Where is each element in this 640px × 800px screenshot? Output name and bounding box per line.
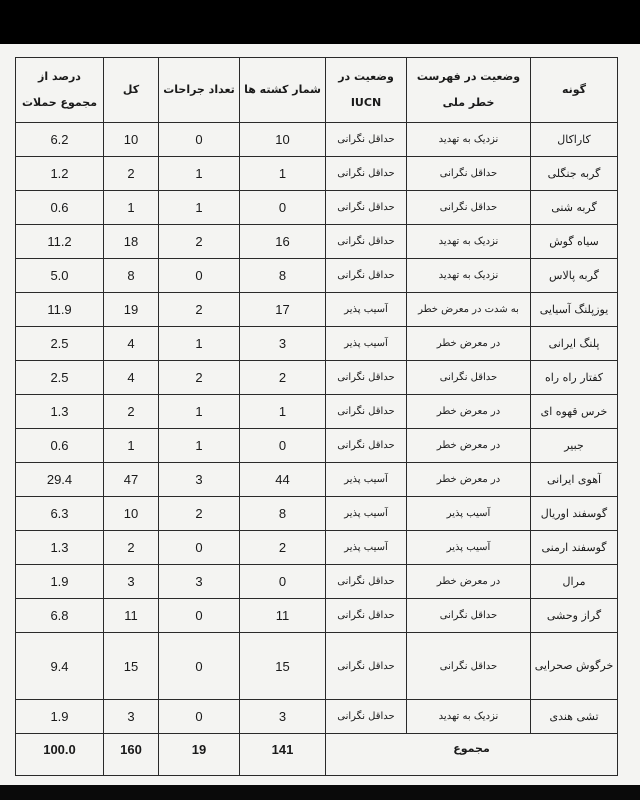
cell-total: 2 bbox=[104, 531, 159, 565]
cell-national-status: به شدت در معرض خطر bbox=[407, 293, 531, 327]
header-species: گونه bbox=[531, 58, 618, 123]
cell-percent: 11.2 bbox=[16, 225, 104, 259]
cell-iucn-status: حداقل نگرانی bbox=[326, 361, 407, 395]
cell-species: کاراکال bbox=[531, 123, 618, 157]
table-row bbox=[16, 633, 618, 700]
cell-injuries: 1 bbox=[159, 327, 240, 361]
table-row bbox=[16, 429, 618, 463]
cell-species: جبیر bbox=[531, 429, 618, 463]
cell-national-status: در معرض خطر bbox=[407, 429, 531, 463]
total-killed: 141 bbox=[240, 734, 326, 776]
header-percent: درصد از مجموع حملات bbox=[16, 58, 104, 123]
cell-injuries: 0 bbox=[159, 259, 240, 293]
table-row bbox=[16, 531, 618, 565]
table-row bbox=[16, 497, 618, 531]
cell-species: گراز وحشی bbox=[531, 599, 618, 633]
cell-percent: 2.5 bbox=[16, 327, 104, 361]
cell-national-status: نزدیک به تهدید bbox=[407, 700, 531, 734]
cell-killed: 8 bbox=[240, 259, 326, 293]
header-national-status: وضعیت در فهرست خطر ملی bbox=[407, 58, 531, 123]
cell-killed: 17 bbox=[240, 293, 326, 327]
cell-killed: 0 bbox=[240, 191, 326, 225]
cell-iucn-status: حداقل نگرانی bbox=[326, 123, 407, 157]
cell-percent: 1.9 bbox=[16, 700, 104, 734]
cell-national-status: نزدیک به تهدید bbox=[407, 123, 531, 157]
cell-percent: 0.6 bbox=[16, 429, 104, 463]
cell-percent: 5.0 bbox=[16, 259, 104, 293]
cell-total: 2 bbox=[104, 157, 159, 191]
cell-injuries: 0 bbox=[159, 633, 240, 700]
cell-species: گوسفند ارمنی bbox=[531, 531, 618, 565]
cell-total: 15 bbox=[104, 633, 159, 700]
cell-injuries: 0 bbox=[159, 531, 240, 565]
cell-percent: 1.9 bbox=[16, 565, 104, 599]
cell-percent: 2.5 bbox=[16, 361, 104, 395]
cell-national-status: حداقل نگرانی bbox=[407, 191, 531, 225]
cell-species: گربه شنی bbox=[531, 191, 618, 225]
cell-killed: 16 bbox=[240, 225, 326, 259]
cell-species: سیاه گوش bbox=[531, 225, 618, 259]
cell-total: 4 bbox=[104, 327, 159, 361]
cell-total: 4 bbox=[104, 361, 159, 395]
cell-killed: 1 bbox=[240, 395, 326, 429]
cell-injuries: 2 bbox=[159, 225, 240, 259]
cell-killed: 0 bbox=[240, 565, 326, 599]
cell-killed: 15 bbox=[240, 633, 326, 700]
cell-iucn-status: حداقل نگرانی bbox=[326, 599, 407, 633]
cell-total: 2 bbox=[104, 395, 159, 429]
cell-iucn-status: حداقل نگرانی bbox=[326, 259, 407, 293]
cell-species: تشی هندی bbox=[531, 700, 618, 734]
cell-national-status: آسیب پذیر bbox=[407, 531, 531, 565]
cell-total: 19 bbox=[104, 293, 159, 327]
cell-species: یوزپلنگ آسیایی bbox=[531, 293, 618, 327]
table-row bbox=[16, 157, 618, 191]
table-row bbox=[16, 565, 618, 599]
cell-iucn-status: حداقل نگرانی bbox=[326, 191, 407, 225]
cell-total: 1 bbox=[104, 191, 159, 225]
cell-iucn-status: حداقل نگرانی bbox=[326, 157, 407, 191]
cell-iucn-status: حداقل نگرانی bbox=[326, 633, 407, 700]
table-row bbox=[16, 327, 618, 361]
cell-national-status: در معرض خطر bbox=[407, 327, 531, 361]
cell-total: 8 bbox=[104, 259, 159, 293]
cell-injuries: 1 bbox=[159, 191, 240, 225]
cell-injuries: 3 bbox=[159, 463, 240, 497]
cell-percent: 1.2 bbox=[16, 157, 104, 191]
cell-iucn-status: حداقل نگرانی bbox=[326, 700, 407, 734]
cell-species: گربه پالاس bbox=[531, 259, 618, 293]
cell-national-status: در معرض خطر bbox=[407, 463, 531, 497]
cell-national-status: حداقل نگرانی bbox=[407, 361, 531, 395]
cell-species: گربه جنگلی bbox=[531, 157, 618, 191]
table-row bbox=[16, 123, 618, 157]
cell-injuries: 1 bbox=[159, 395, 240, 429]
cell-national-status: در معرض خطر bbox=[407, 395, 531, 429]
cell-killed: 8 bbox=[240, 497, 326, 531]
header-killed: شمار کشته ها bbox=[240, 58, 326, 123]
header-injuries: تعداد جراحات bbox=[159, 58, 240, 123]
cell-injuries: 1 bbox=[159, 157, 240, 191]
cell-percent: 9.4 bbox=[16, 633, 104, 700]
cell-national-status: در معرض خطر bbox=[407, 565, 531, 599]
cell-percent: 6.8 bbox=[16, 599, 104, 633]
table-row bbox=[16, 463, 618, 497]
cell-injuries: 0 bbox=[159, 700, 240, 734]
total-total: 160 bbox=[104, 734, 159, 776]
cell-injuries: 2 bbox=[159, 361, 240, 395]
cell-injuries: 1 bbox=[159, 429, 240, 463]
cell-injuries: 3 bbox=[159, 565, 240, 599]
table-row bbox=[16, 361, 618, 395]
cell-total: 11 bbox=[104, 599, 159, 633]
cell-national-status: حداقل نگرانی bbox=[407, 633, 531, 700]
document-page bbox=[0, 44, 640, 785]
table-row bbox=[16, 700, 618, 734]
wildlife-attacks-table bbox=[15, 57, 618, 776]
cell-national-status: حداقل نگرانی bbox=[407, 157, 531, 191]
cell-injuries: 0 bbox=[159, 123, 240, 157]
cell-species: گوسفند اوریال bbox=[531, 497, 618, 531]
cell-percent: 0.6 bbox=[16, 191, 104, 225]
cell-total: 10 bbox=[104, 123, 159, 157]
cell-total: 1 bbox=[104, 429, 159, 463]
cell-total: 47 bbox=[104, 463, 159, 497]
top-black-bar bbox=[0, 0, 640, 44]
cell-iucn-status: حداقل نگرانی bbox=[326, 395, 407, 429]
cell-total: 3 bbox=[104, 565, 159, 599]
cell-total: 3 bbox=[104, 700, 159, 734]
table-row bbox=[16, 395, 618, 429]
header-total: کل bbox=[104, 58, 159, 123]
cell-iucn-status: حداقل نگرانی bbox=[326, 225, 407, 259]
cell-iucn-status: حداقل نگرانی bbox=[326, 565, 407, 599]
cell-percent: 11.9 bbox=[16, 293, 104, 327]
cell-injuries: 2 bbox=[159, 293, 240, 327]
total-label: مجموع bbox=[326, 734, 618, 776]
cell-injuries: 0 bbox=[159, 599, 240, 633]
cell-killed: 3 bbox=[240, 327, 326, 361]
cell-national-status: حداقل نگرانی bbox=[407, 599, 531, 633]
cell-species: پلنگ ایرانی bbox=[531, 327, 618, 361]
header-row bbox=[16, 58, 618, 123]
cell-species: آهوی ایرانی bbox=[531, 463, 618, 497]
cell-species: خرس قهوه ای bbox=[531, 395, 618, 429]
cell-total: 10 bbox=[104, 497, 159, 531]
cell-iucn-status: حداقل نگرانی bbox=[326, 429, 407, 463]
table-row bbox=[16, 259, 618, 293]
cell-injuries: 2 bbox=[159, 497, 240, 531]
cell-iucn-status: آسیب پذیر bbox=[326, 531, 407, 565]
cell-species: کفتار راه راه bbox=[531, 361, 618, 395]
cell-percent: 1.3 bbox=[16, 395, 104, 429]
cell-national-status: نزدیک به تهدید bbox=[407, 259, 531, 293]
table-row bbox=[16, 293, 618, 327]
cell-killed: 2 bbox=[240, 361, 326, 395]
cell-iucn-status: آسیب پذیر bbox=[326, 327, 407, 361]
total-row bbox=[16, 734, 618, 776]
total-percent: 100.0 bbox=[16, 734, 104, 776]
table-row bbox=[16, 191, 618, 225]
cell-killed: 10 bbox=[240, 123, 326, 157]
cell-species: مرال bbox=[531, 565, 618, 599]
cell-iucn-status: آسیب پذیر bbox=[326, 497, 407, 531]
bottom-black-bar bbox=[0, 785, 640, 800]
cell-killed: 3 bbox=[240, 700, 326, 734]
cell-killed: 11 bbox=[240, 599, 326, 633]
cell-national-status: نزدیک به تهدید bbox=[407, 225, 531, 259]
cell-killed: 1 bbox=[240, 157, 326, 191]
cell-total: 18 bbox=[104, 225, 159, 259]
cell-percent: 29.4 bbox=[16, 463, 104, 497]
total-injuries: 19 bbox=[159, 734, 240, 776]
cell-species: خرگوش صحرایی bbox=[531, 633, 618, 700]
table-row bbox=[16, 599, 618, 633]
cell-killed: 0 bbox=[240, 429, 326, 463]
cell-percent: 6.2 bbox=[16, 123, 104, 157]
table-row bbox=[16, 225, 618, 259]
cell-percent: 1.3 bbox=[16, 531, 104, 565]
cell-national-status: آسیب پذیر bbox=[407, 497, 531, 531]
cell-percent: 6.3 bbox=[16, 497, 104, 531]
cell-iucn-status: آسیب پذیر bbox=[326, 293, 407, 327]
cell-killed: 2 bbox=[240, 531, 326, 565]
cell-killed: 44 bbox=[240, 463, 326, 497]
cell-iucn-status: آسیب پذیر bbox=[326, 463, 407, 497]
header-iucn-status: وضعیت در IUCN bbox=[326, 58, 407, 123]
